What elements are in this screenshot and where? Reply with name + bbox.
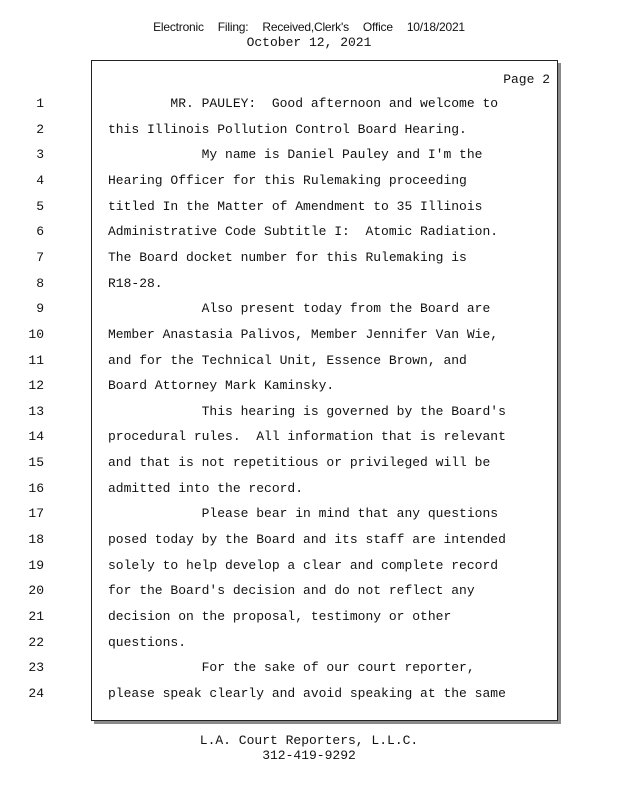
transcript-line bbox=[28, 578, 557, 603]
reporter-phone: 312-419-9292 bbox=[262, 748, 356, 763]
transcript-line bbox=[28, 501, 557, 526]
line-number: 15 bbox=[28, 455, 44, 471]
line-number: 13 bbox=[28, 403, 44, 419]
line-text: This hearing is governed by the Board's bbox=[108, 403, 506, 419]
filing-stamp-part: Electronic bbox=[153, 20, 204, 34]
line-text: For the sake of our court reporter, bbox=[108, 660, 475, 676]
filing-stamp-part: 10/18/2021 bbox=[406, 20, 465, 34]
line-number: 8 bbox=[36, 275, 44, 291]
line-text: MR. PAULEY: Good afternoon and welcome to bbox=[108, 96, 499, 111]
filing-stamp-part: Received,Clerk's bbox=[262, 20, 349, 34]
line-number: 9 bbox=[36, 301, 44, 317]
transcript-line bbox=[28, 399, 557, 424]
line-text: Board Attorney Mark Kaminsky. bbox=[108, 378, 335, 394]
line-text: procedural rules. All information that is relevant bbox=[108, 429, 506, 445]
filing-stamp-part: Filing: bbox=[217, 20, 249, 34]
line-text: Hearing Officer for this Rulemaking proceeding bbox=[108, 172, 467, 188]
line-text: posed today by the Board and its staff are intended bbox=[108, 532, 506, 548]
transcript-line bbox=[36, 142, 557, 167]
line-number: 22 bbox=[28, 634, 44, 650]
transcript-line bbox=[28, 604, 557, 629]
line-number: 3 bbox=[36, 147, 44, 163]
line-number: 7 bbox=[36, 249, 44, 265]
line-text: The Board docket number for this Rulemaking is bbox=[108, 249, 467, 265]
transcript-line bbox=[28, 527, 557, 552]
line-text: questions. bbox=[108, 634, 187, 650]
line-text: decision on the proposal, testimony or other bbox=[108, 609, 452, 624]
hearing-date: October 12, 2021 bbox=[246, 35, 372, 50]
page-number: Page 2 bbox=[503, 72, 550, 87]
line-text: Member Anastasia Palivos, Member Jennifer Van Wie, bbox=[108, 326, 499, 342]
transcript-line bbox=[36, 271, 557, 296]
transcript-line bbox=[36, 117, 557, 142]
line-text: please speak clearly and avoid speaking at the same bbox=[108, 685, 506, 701]
line-text: titled In the Matter of Amendment to 35 Illinois bbox=[108, 198, 483, 214]
transcript-line bbox=[28, 630, 557, 655]
line-text: R18-28. bbox=[108, 275, 163, 291]
line-number: 23 bbox=[28, 660, 44, 676]
line-number: 21 bbox=[28, 609, 44, 624]
transcript-line bbox=[36, 219, 557, 244]
line-number: 24 bbox=[28, 685, 44, 701]
transcript-line bbox=[28, 476, 557, 501]
transcript-line bbox=[36, 91, 557, 116]
line-number: 12 bbox=[28, 378, 44, 394]
line-text: and for the Technical Unit, Essence Brown, and bbox=[108, 352, 467, 368]
transcript-line bbox=[28, 373, 557, 398]
transcript-line bbox=[28, 322, 557, 347]
line-text: and that is not repetitious or privileged will be bbox=[108, 455, 491, 471]
line-number: 10 bbox=[28, 326, 44, 342]
transcript-line bbox=[28, 424, 557, 449]
line-number: 6 bbox=[36, 224, 44, 240]
transcript-line bbox=[36, 245, 557, 270]
line-number: 1 bbox=[36, 96, 44, 111]
line-number: 19 bbox=[28, 557, 44, 573]
transcript-line bbox=[36, 296, 557, 321]
line-number: 14 bbox=[28, 429, 44, 445]
transcript-line bbox=[36, 168, 557, 193]
line-text: Please bear in mind that any questions bbox=[108, 506, 499, 522]
filing-stamp bbox=[0, 20, 618, 34]
transcript-line bbox=[28, 681, 557, 706]
line-text: for the Board's decision and do not reflect any bbox=[108, 583, 475, 599]
line-number: 18 bbox=[28, 532, 44, 548]
line-number: 16 bbox=[28, 480, 44, 496]
transcript-line bbox=[28, 655, 557, 680]
transcript-line bbox=[28, 348, 557, 373]
line-number: 2 bbox=[36, 121, 44, 137]
line-text: this Illinois Pollution Control Board Hearing. bbox=[108, 121, 467, 137]
line-text: Also present today from the Board are bbox=[108, 301, 491, 317]
line-number: 11 bbox=[28, 352, 44, 368]
line-text: My name is Daniel Pauley and I'm the bbox=[108, 147, 483, 163]
line-number: 4 bbox=[36, 172, 44, 188]
transcript-line bbox=[28, 553, 557, 578]
transcript-line bbox=[36, 194, 557, 219]
line-text: solely to help develop a clear and complete record bbox=[108, 557, 499, 573]
transcript-line bbox=[28, 450, 557, 475]
transcript-page bbox=[28, 60, 558, 721]
line-number: 17 bbox=[28, 506, 44, 522]
line-number: 20 bbox=[28, 583, 44, 599]
reporter-company: L.A. Court Reporters, L.L.C. bbox=[199, 733, 419, 748]
line-number: 5 bbox=[36, 198, 44, 214]
line-text: admitted into the record. bbox=[108, 480, 304, 496]
filing-stamp-part: Office bbox=[362, 20, 393, 34]
line-text: Administrative Code Subtitle I: Atomic Radiation. bbox=[108, 224, 499, 240]
